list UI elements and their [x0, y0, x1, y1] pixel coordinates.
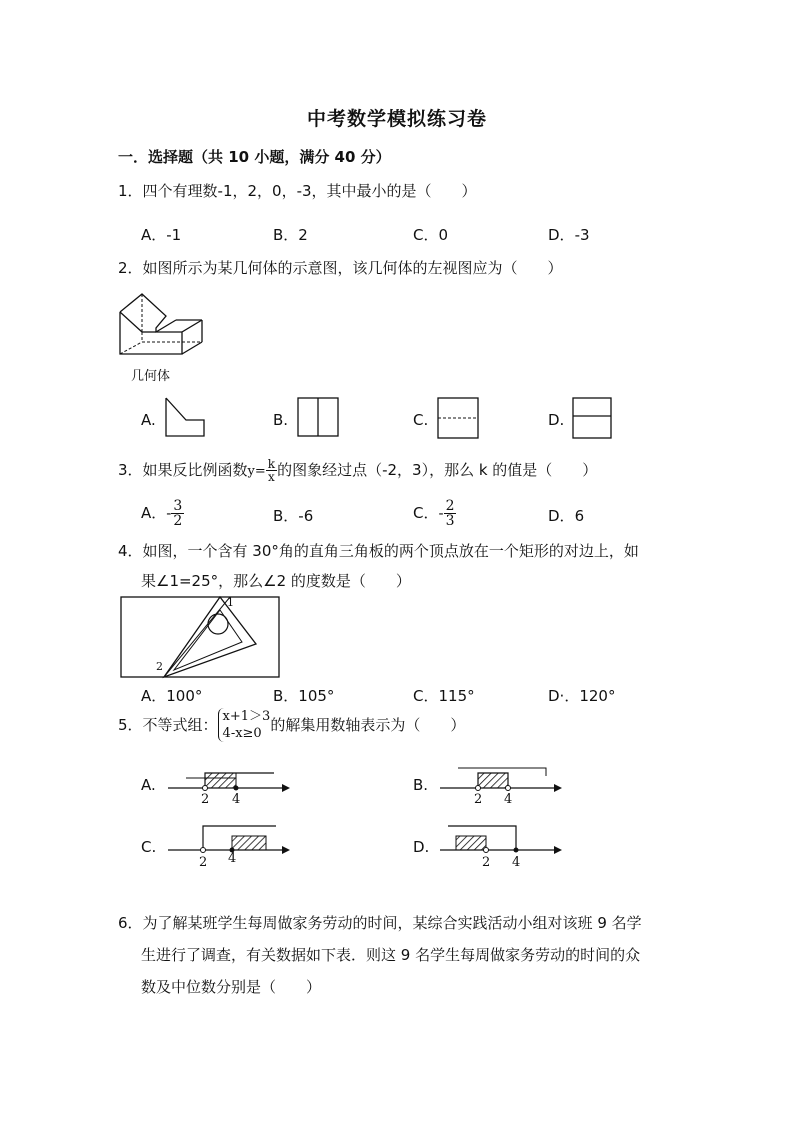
tick-label: 4 — [232, 792, 241, 806]
tick-label: 4 — [512, 855, 521, 870]
option-num: 2 — [445, 498, 455, 514]
q3-func-lhs: y= — [247, 464, 266, 479]
option-label: C． — [413, 504, 439, 522]
question-4-line2: 果∠1=25°，那么∠2 的度数是（ ） — [141, 572, 411, 590]
q2-option-a-label[interactable]: A. — [141, 411, 156, 429]
option-text: 6 — [574, 507, 585, 525]
q5-option-d-label[interactable]: D. — [413, 838, 430, 856]
option-label: C． — [413, 226, 439, 244]
q3-stem-pre: 3．如果反比例函数 — [118, 461, 248, 479]
option-fraction — [171, 499, 184, 528]
option-den: 2 — [173, 513, 183, 529]
q5-option-c-numberline[interactable] — [166, 822, 292, 870]
angle-1-label: 1 — [227, 596, 234, 609]
tick-label: 4 — [228, 851, 237, 866]
geometric-solid-figure — [110, 288, 220, 370]
q3-stem-post: 的图象经过点（-2，3），那么 k 的值是（ ） — [277, 461, 598, 479]
option-text: 0 — [438, 226, 449, 244]
option-text: 120° — [579, 687, 616, 705]
option-label: A． — [141, 226, 167, 244]
q3-option-a[interactable] — [141, 499, 184, 528]
tick-label: 4 — [504, 792, 513, 806]
q3-func-num: k — [267, 457, 276, 471]
q5-inequality-1: x+1＞3 — [222, 709, 271, 724]
question-4-line1: 4．如图，一个含有 30°角的直角三角板的两个顶点放在一个矩形的对边上，如 — [118, 542, 639, 560]
q2-option-b-label[interactable]: B. — [273, 411, 289, 429]
q3-option-b[interactable] — [273, 505, 313, 526]
tick-label: 2 — [474, 792, 483, 806]
q3-option-d[interactable] — [548, 505, 584, 526]
q5-inequality-system — [218, 708, 271, 742]
question-6-line3: 数及中位数分别是（ ） — [141, 978, 322, 996]
question-1-stem: 1．四个有理数-1，2，0，-3，其中最小的是（ ） — [118, 182, 477, 200]
q4-option-d[interactable] — [548, 685, 615, 706]
q4-option-b[interactable] — [273, 685, 334, 706]
q2-option-c-figure[interactable] — [436, 396, 480, 440]
option-label: B． — [273, 687, 299, 705]
option-text: -6 — [298, 507, 314, 525]
q2-option-b-figure[interactable] — [296, 396, 340, 438]
section-header: 一．选择题（共 10 小题，满分 40 分） — [118, 148, 391, 166]
figure-caption: 几何体 — [131, 369, 171, 384]
q5-stem-pre: 5．不等式组： — [118, 716, 218, 734]
option-text: 115° — [438, 687, 475, 705]
option-label: C． — [413, 687, 439, 705]
tick-label: 2 — [482, 855, 491, 870]
option-label: D． — [548, 507, 575, 525]
option-text: 100° — [166, 687, 203, 705]
angle-2-label: 2 — [156, 660, 163, 673]
option-text: -3 — [574, 226, 590, 244]
q3-option-c[interactable] — [413, 499, 456, 528]
q3-func-fraction — [266, 458, 277, 483]
option-text: -1 — [166, 226, 182, 244]
option-text: 105° — [298, 687, 335, 705]
q5-option-b-numberline[interactable] — [438, 762, 564, 806]
option-label: A． — [141, 504, 167, 522]
q1-option-d[interactable] — [548, 224, 590, 245]
q2-option-a-figure[interactable] — [164, 396, 208, 438]
option-label: B． — [273, 507, 299, 525]
option-sign: - — [438, 504, 444, 522]
question-3-stem — [118, 458, 597, 483]
option-sign: - — [166, 504, 172, 522]
q4-option-c[interactable] — [413, 685, 475, 706]
option-den: 3 — [445, 513, 455, 529]
q5-option-a-numberline[interactable] — [166, 762, 292, 806]
q5-option-d-numberline[interactable] — [438, 822, 564, 870]
q1-option-c[interactable] — [413, 224, 448, 245]
q2-option-d-figure[interactable] — [571, 396, 613, 440]
q4-option-a[interactable] — [141, 685, 202, 706]
tick-label: 2 — [199, 855, 208, 870]
page-title: 中考数学模拟练习卷 — [306, 108, 487, 130]
question-6-line2: 生进行了调查，有关数据如下表．则这 9 名学生每周做家务劳动的时间的众 — [141, 946, 641, 964]
q5-option-b-label[interactable]: B. — [413, 776, 429, 794]
option-fraction — [444, 499, 457, 528]
question-6-line1: 6．为了解某班学生每周做家务劳动的时间，某综合实践活动小组对该班 9 名学 — [118, 914, 642, 932]
q5-stem-post: 的解集用数轴表示为（ ） — [270, 716, 466, 734]
triangle-rectangle-figure — [118, 594, 284, 680]
option-label: A． — [141, 687, 167, 705]
q2-option-c-label[interactable]: C. — [413, 411, 429, 429]
option-label: B． — [273, 226, 299, 244]
question-2-stem: 2．如图所示为某几何体的示意图，该几何体的左视图应为（ ） — [118, 259, 563, 277]
tick-label: 2 — [201, 792, 210, 806]
q5-inequality-2: 4-x≥0 — [222, 726, 262, 741]
option-num: 3 — [173, 498, 183, 514]
q2-option-d-label[interactable]: D. — [548, 411, 565, 429]
q3-func-den: x — [266, 470, 277, 483]
option-text: 2 — [298, 226, 308, 244]
q5-option-a-label[interactable]: A. — [141, 776, 156, 794]
q5-option-c-label[interactable]: C. — [141, 838, 157, 856]
q1-option-b[interactable] — [273, 224, 308, 245]
option-label: D． — [548, 226, 575, 244]
question-5-stem — [118, 708, 465, 742]
option-label: D·． — [548, 687, 580, 705]
q1-option-a[interactable] — [141, 224, 181, 245]
